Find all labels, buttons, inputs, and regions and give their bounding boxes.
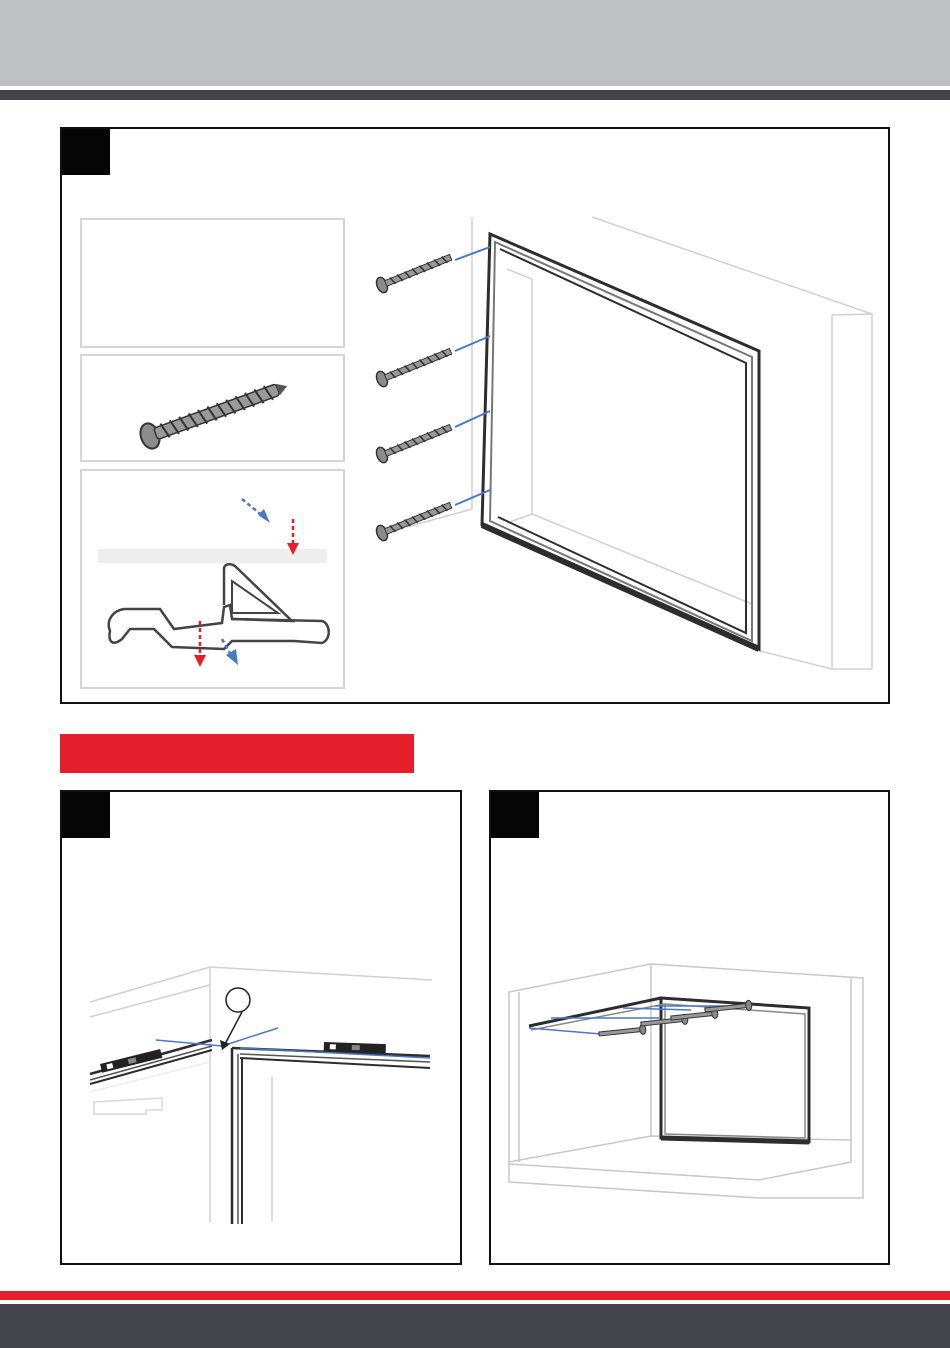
step-panel-3	[489, 790, 890, 1265]
step-panel-2	[60, 790, 462, 1265]
screw-icon	[374, 420, 453, 464]
step-panel-1	[60, 127, 890, 704]
header-rule-dark	[0, 90, 950, 100]
screw-icon	[598, 1024, 646, 1039]
screw-icon	[374, 344, 453, 388]
section-title-bar	[60, 734, 414, 773]
frame-install-diagram	[62, 129, 892, 706]
screw-icon	[374, 498, 453, 542]
callout-circle-icon	[226, 988, 250, 1012]
header-band	[0, 0, 950, 86]
corner-alignment-diagram	[62, 792, 464, 1267]
screw-icon	[374, 250, 453, 294]
footer-accent-rule	[0, 1291, 950, 1300]
room-frame-diagram	[491, 792, 892, 1267]
footer-band	[0, 1304, 950, 1348]
